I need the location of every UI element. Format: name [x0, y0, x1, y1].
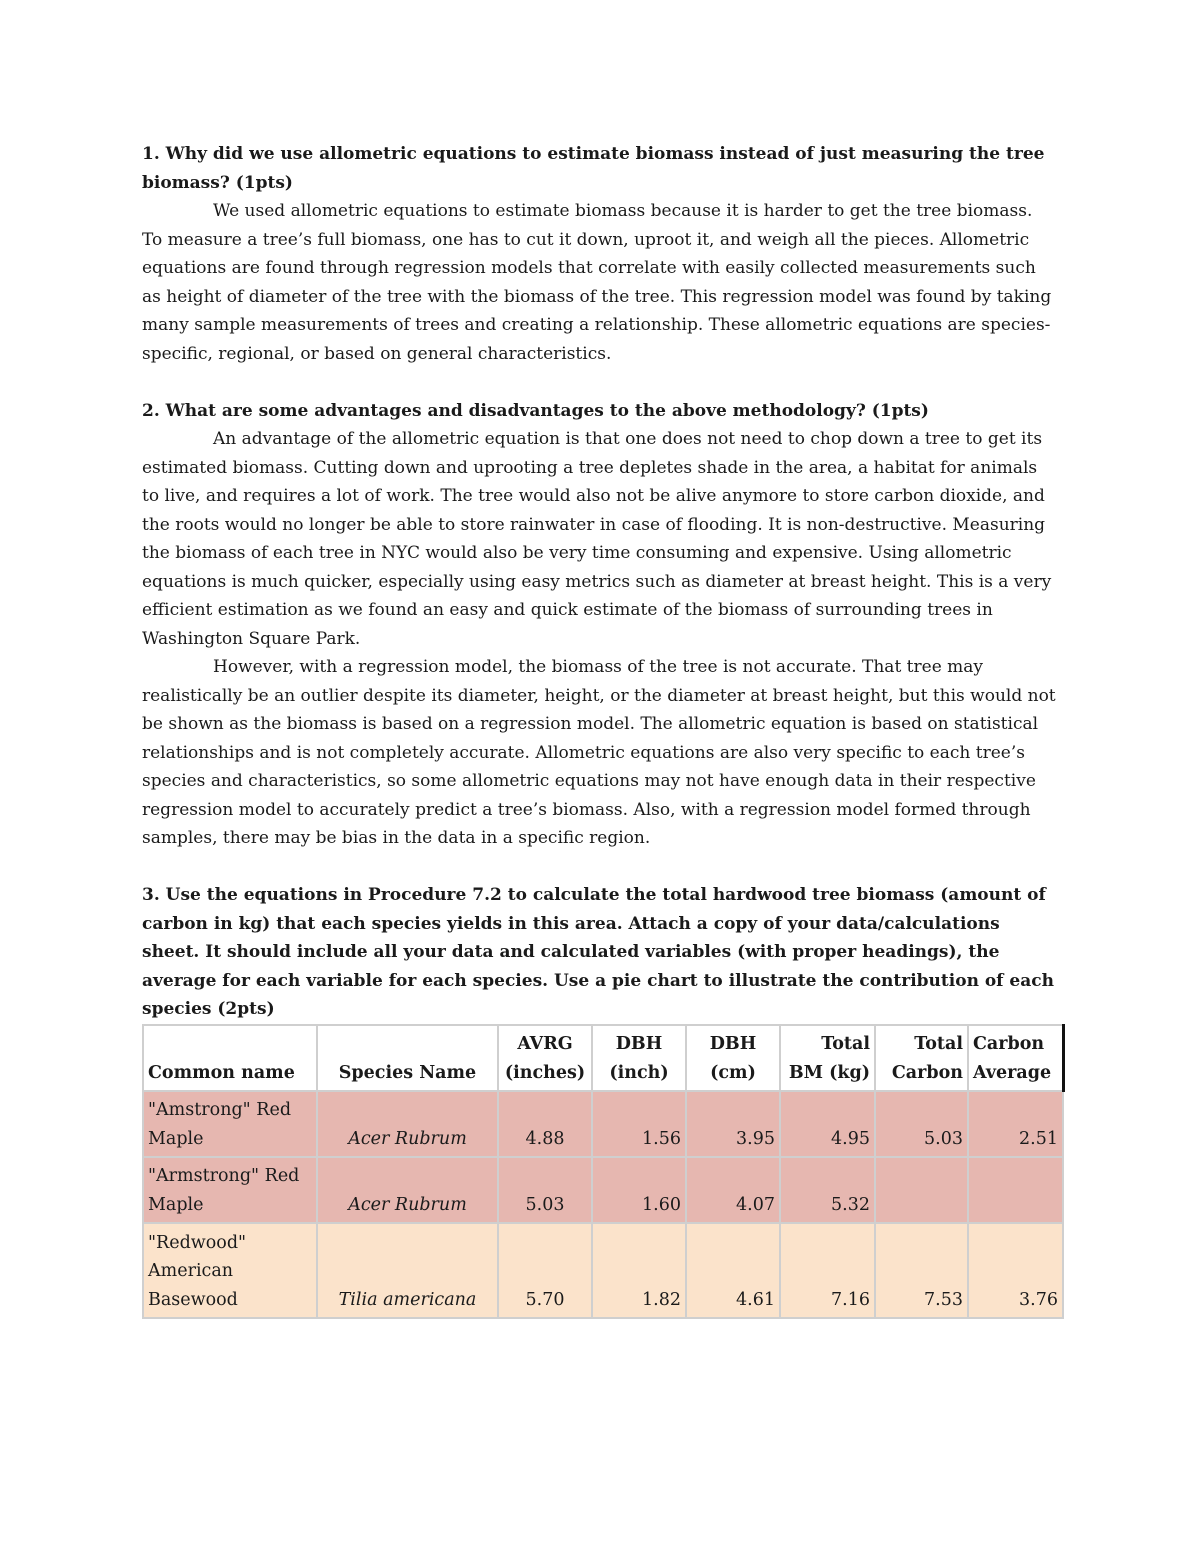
header-avrg: AVRG (inches)	[498, 1025, 592, 1091]
cell-species-name: Acer Rubrum	[317, 1157, 498, 1223]
cell-common-name: "Armstrong" Red Maple	[143, 1157, 317, 1223]
cell-species-name: Acer Rubrum	[317, 1091, 498, 1157]
question-3: 3. Use the equations in Procedure 7.2 to calculate the total hardwood tree biomass (amount of carbon in kg) that each species yields in this area. Attach a copy of your data/calculations sheet. It should include all your data and calculated variables (with proper headings), the average for each variable for each species. Use a pie chart to illustrate the contribution of each species (2pts)	[142, 885, 1054, 1019]
cell-dbh-cm: 4.07	[686, 1157, 780, 1223]
cell-common-name: "Redwood" American Basewood	[143, 1223, 317, 1318]
cell-total-carbon	[875, 1157, 968, 1223]
spacer	[142, 368, 1057, 397]
cell-dbh-inch: 1.82	[592, 1223, 686, 1318]
table-header-row	[143, 1025, 1063, 1091]
header-dbh-cm: DBH (cm)	[686, 1025, 780, 1091]
header-total-carbon: Total Carbon	[875, 1025, 968, 1091]
table-row	[143, 1157, 1063, 1223]
cell-dbh-inch: 1.60	[592, 1157, 686, 1223]
cell-carbon-average: 3.76	[968, 1223, 1063, 1318]
biomass-table	[142, 1024, 1065, 1319]
cell-total-bm: 5.32	[780, 1157, 875, 1223]
document-body	[142, 140, 1057, 1024]
cell-dbh-cm: 4.61	[686, 1223, 780, 1318]
cell-dbh-inch: 1.56	[592, 1091, 686, 1157]
answer-2-disadvantages: However, with a regression model, the biomass of the tree is not accurate. That tree may realistically be an outlier despite its diameter, height, or the diameter at breast height, but this would not be shown as the biomass is based on a regression model. The allometric equation is based on statistical relationships and is not completely accurate. Allometric equations are also very specific to each tree’s species and characteristics, so some allometric equations may not have enough data in their respective regression model to accurately predict a tree’s biomass. Also, with a regression model formed through samples, there may be bias in the data in a specific region.	[142, 657, 1056, 848]
cell-total-bm: 4.95	[780, 1091, 875, 1157]
cell-total-carbon: 7.53	[875, 1223, 968, 1318]
header-common-name: Common name	[143, 1025, 317, 1091]
cell-common-name: "Amstrong" Red Maple	[143, 1091, 317, 1157]
cell-avrg: 4.88	[498, 1091, 592, 1157]
header-species-name: Species Name	[317, 1025, 498, 1091]
header-total-bm: Total BM (kg)	[780, 1025, 875, 1091]
cell-carbon-average: 2.51	[968, 1091, 1063, 1157]
cell-total-carbon: 5.03	[875, 1091, 968, 1157]
spacer	[142, 853, 1057, 882]
answer-1: We used allometric equations to estimate biomass because it is harder to get the tree biomass. To measure a tree’s full biomass, one has to cut it down, uproot it, and weigh all the pieces. Allometric equations are found through regression models that correlate with easily collected measurements such as height of diameter of the tree with the biomass of the tree. This regression model was found by taking many sample measurements of trees and creating a relationship. These allometric equations are species-specific, regional, or based on general characteristics.	[142, 201, 1052, 364]
header-carbon-average: Carbon Average	[968, 1025, 1063, 1091]
cell-species-name: Tilia americana	[317, 1223, 498, 1318]
header-dbh-inch: DBH (inch)	[592, 1025, 686, 1091]
table-row	[143, 1091, 1063, 1157]
cell-avrg: 5.03	[498, 1157, 592, 1223]
cell-dbh-cm: 3.95	[686, 1091, 780, 1157]
cell-total-bm: 7.16	[780, 1223, 875, 1318]
answer-2-advantages: An advantage of the allometric equation is that one does not need to chop down a tree to get its estimated biomass. Cutting down and uprooting a tree depletes shade in the area, a habitat for animals to live, and requires a lot of work. The tree would also not be alive anymore to store carbon dioxide, and the roots would no longer be able to store rainwater in case of flooding. It is non-destructive. Measuring the biomass of each tree in NYC would also be very time consuming and expensive. Using allometric equations is much quicker, especially using easy metrics such as diameter at breast height. This is a very efficient estimation as we found an easy and quick estimate of the biomass of surrounding trees in Washington Square Park.	[142, 429, 1052, 649]
cell-avrg: 5.70	[498, 1223, 592, 1318]
question-2: 2. What are some advantages and disadvantages to the above methodology? (1pts)	[142, 400, 929, 421]
table-row	[143, 1223, 1063, 1318]
question-1: 1. Why did we use allometric equations to estimate biomass instead of just measuring the tree biomass? (1pts)	[142, 144, 1045, 193]
cell-carbon-average	[968, 1157, 1063, 1223]
